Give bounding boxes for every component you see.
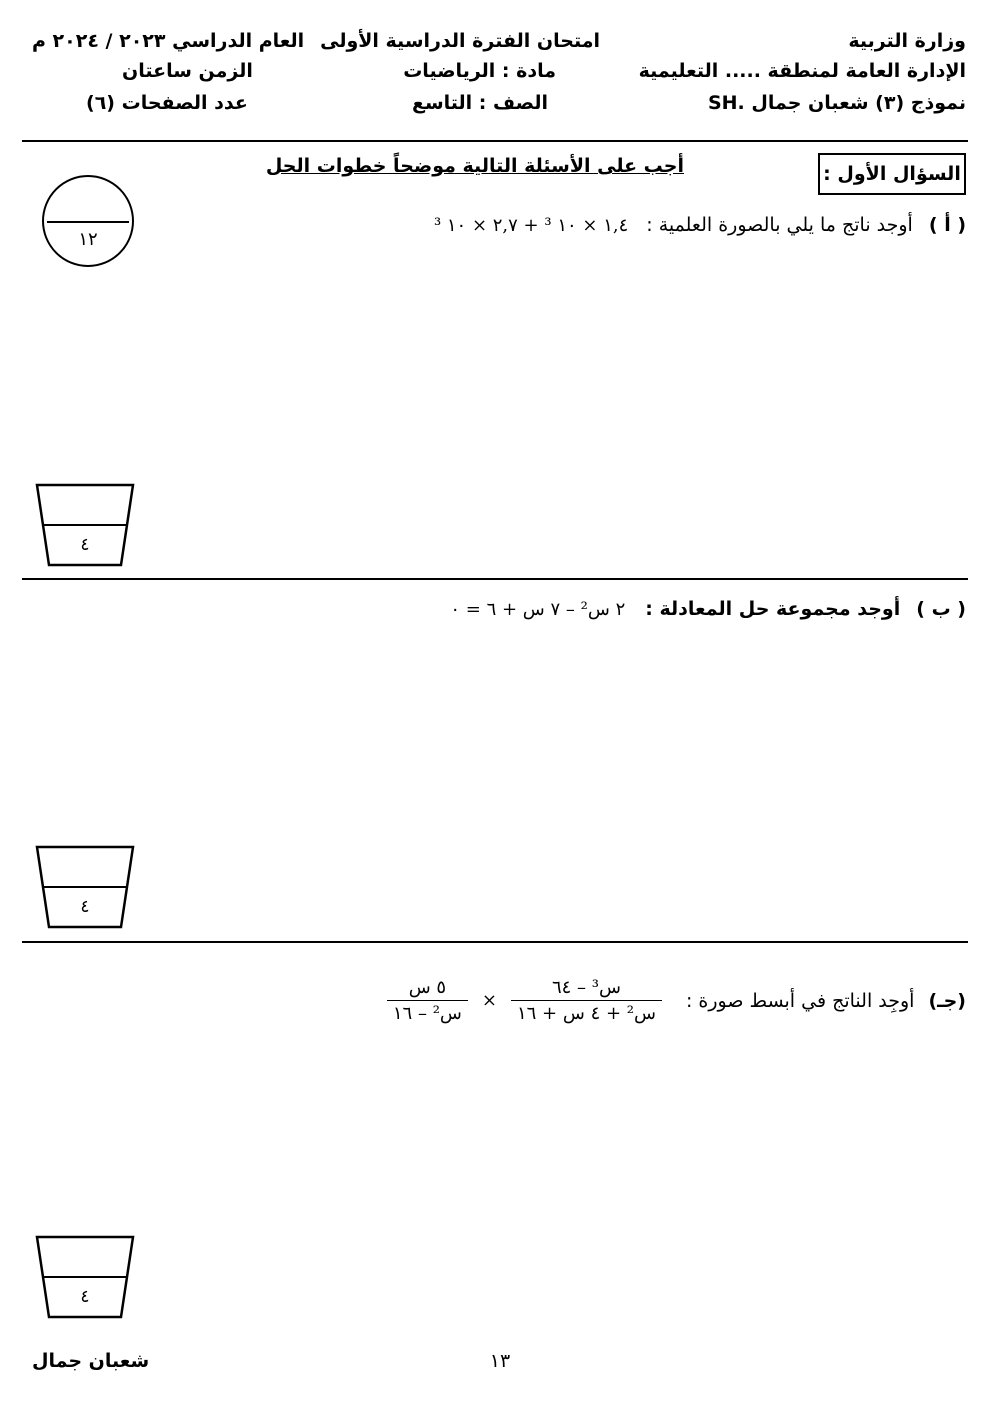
part-b-expression: ٢ س² – ٧ س + ٦ = ٠: [450, 599, 626, 620]
part-a-text: أوجد ناتج ما يلي بالصورة العلمية :: [646, 214, 913, 236]
question-title-box: [818, 153, 966, 195]
part-b-text: أوجد مجموعة حل المعادلة :: [645, 598, 901, 620]
page-number: ١٣: [489, 1350, 511, 1372]
part-a-label: ( أ ): [928, 214, 966, 236]
section-divider-2: [22, 941, 968, 943]
part-b-score-value: ٤: [80, 897, 90, 917]
header-left-line-1: العام الدراسي ٢٠٢٣ / ٢٠٢٤ م: [32, 30, 305, 52]
part-c-fraction-2: [387, 977, 468, 1024]
part-c-fraction-1: [511, 977, 662, 1024]
part-b-score-box: [35, 845, 135, 930]
header-center-line-3: الصف : التاسع: [411, 92, 548, 114]
part-c-score-value: ٤: [80, 1287, 90, 1307]
section-divider-1: [22, 578, 968, 580]
part-c-fraction-2-denominator: س² – ١٦: [387, 1000, 468, 1024]
part-a-score-value: ٤: [80, 535, 90, 555]
part-c-fraction-1-denominator: س² + ٤ س + ١٦: [511, 1000, 662, 1024]
header-right-line-2: الإدارة العامة لمنطقة ..... التعليمية: [638, 60, 966, 82]
part-c-text: أوجِد الناتج في أبسط صورة :: [685, 989, 915, 1012]
part-b-line: [450, 598, 966, 620]
total-score-circle: [42, 175, 134, 267]
part-c-line: [387, 977, 966, 1024]
part-b-label: ( ب ): [916, 598, 966, 620]
part-c-label: (جـ): [928, 989, 966, 1012]
total-score-line: [47, 221, 129, 223]
header-right-line-3: نموذج (٣) شعبان جمال .SH: [707, 92, 966, 114]
question-title: السؤال الأول :: [823, 163, 961, 185]
part-a-expression: ١,٤ × ١٠ ³ + ٢,٧ × ١٠ ³: [433, 215, 629, 236]
question-instruction: أجب على الأسئلة التالية موضحاً خطوات الحل: [265, 155, 684, 177]
part-c-fraction-2-numerator: ٥ س: [408, 977, 447, 998]
header-right-line-1: وزارة التربية: [848, 30, 966, 52]
header-center-line-2: مادة : الرياضيات: [403, 60, 556, 82]
part-c-operator: ×: [481, 990, 497, 1011]
part-c-fraction-1-numerator: س³ – ٦٤: [551, 977, 621, 998]
footer-author: شعبان جمال: [32, 1350, 150, 1372]
part-c-score-box: [35, 1235, 135, 1320]
header-left-line-3: عدد الصفحات (٦): [86, 92, 248, 114]
header-center-line-1: امتحان الفترة الدراسية الأولى: [320, 30, 600, 52]
part-a-score-box: [35, 483, 135, 568]
part-a-line: [434, 214, 966, 236]
total-score-value: ١٢: [78, 229, 98, 250]
header-divider: [22, 140, 968, 142]
header-left-line-2: الزمن ساعتان: [122, 60, 253, 82]
